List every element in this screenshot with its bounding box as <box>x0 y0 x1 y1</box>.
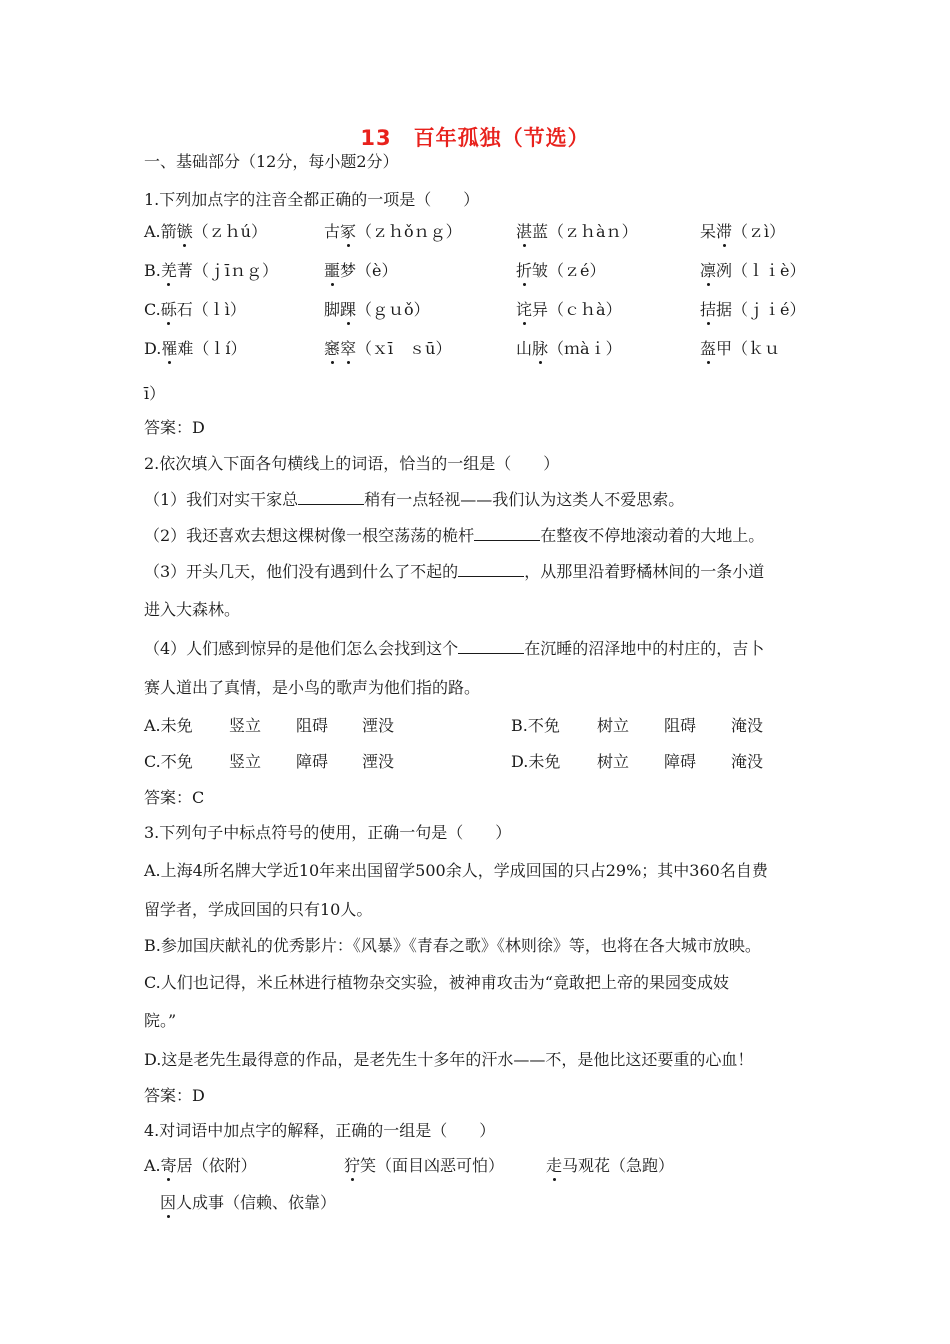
dotted-character: 脉 <box>532 339 549 358</box>
question-1-option-item <box>516 261 606 281</box>
option-word: D.未免 <box>511 752 561 771</box>
word-text: 笑 <box>360 1156 377 1175</box>
option-word: 湮没 <box>362 752 395 771</box>
word-text: C. <box>144 300 161 319</box>
word-text: 冽 <box>716 261 733 280</box>
word-text: A. <box>144 1156 161 1175</box>
sentence-text: （3）开头几天，他们没有遇到什么了不起的 <box>144 562 459 581</box>
gloss-text: （急跑） <box>610 1156 675 1175</box>
question-1-option-item <box>324 300 430 320</box>
dotted-character: 走 <box>546 1156 563 1175</box>
word-text: 呆 <box>700 222 717 241</box>
pinyin-text: （ｃｈà） <box>548 300 622 319</box>
fill-blank <box>458 639 524 654</box>
pinyin-text: （ｇｕǒ） <box>356 300 430 319</box>
pinyin-text: （ｚｈú） <box>192 222 267 241</box>
option-word: 障碍 <box>664 752 697 771</box>
word-text: 梦 <box>340 261 357 280</box>
question-4-option-item <box>344 1156 504 1176</box>
pinyin-text: （ｌí） <box>193 339 247 358</box>
question-1-option-item <box>516 300 622 320</box>
question-1-option-item <box>324 339 451 359</box>
question-3-option-a: A.上海4所名牌大学近10年来出国留学500余人，学成回国的只占29%；其中360名自费 <box>144 861 768 880</box>
question-1-option-item <box>516 339 622 359</box>
word-text: 菁 <box>176 261 193 280</box>
option-word: C.不免 <box>144 752 193 771</box>
question-2-sentence-4 <box>144 639 764 659</box>
question-3-option-d: D.这是老先生最得意的作品，是老先生十多年的汗水——不，是他比这还要重的心血！ <box>144 1050 754 1069</box>
dotted-character: 罹 <box>161 339 178 358</box>
word-text: A. <box>144 222 161 241</box>
dotted-character: 冢 <box>340 222 357 241</box>
fill-blank <box>474 526 540 541</box>
pinyin-text: （ｍàｉ） <box>548 339 622 358</box>
pinyin-text: （ｚì） <box>732 222 786 241</box>
pinyin-text: （ｌｉè） <box>732 261 806 280</box>
dotted-character: 砾 <box>160 300 177 319</box>
question-1-option-item <box>144 339 247 359</box>
question-4-option-item <box>160 1193 336 1213</box>
option-word: 竖立 <box>229 716 262 735</box>
gloss-text: （信赖、依靠） <box>224 1193 337 1212</box>
pinyin-text: （ｌì） <box>192 300 246 319</box>
question-3-option-a-cont: 留学者，学成回国的只有10人。 <box>144 900 373 919</box>
dotted-character: 凛 <box>700 261 717 280</box>
question-1-option-item <box>324 222 462 242</box>
pinyin-text: （ｘī ｓū） <box>356 339 452 358</box>
dotted-character: 滞 <box>716 222 733 241</box>
dotted-character: 镞 <box>176 222 193 241</box>
pinyin-text: （ｚｈàｎ） <box>548 222 638 241</box>
question-1-option-item <box>144 222 267 242</box>
page-title: 13 百年孤独（节选） <box>360 126 590 150</box>
pinyin-text: （ｋｕ <box>732 339 781 358</box>
option-word: 树立 <box>597 716 630 735</box>
question-2-sentence-3-cont: 进入大森林。 <box>144 600 241 619</box>
word-text: 山 <box>516 339 533 358</box>
question-3-option-c-cont: 院。” <box>144 1011 177 1030</box>
question-4-stem: 4.对词语中加点字的解释，正确的一组是（ ） <box>144 1121 496 1140</box>
gloss-text: （依附） <box>192 1156 257 1175</box>
pinyin-text: （ｊīｎｇ） <box>192 261 278 280</box>
question-1-answer: 答案：D <box>144 418 205 437</box>
pinyin-text: （ｚｈǒｎｇ） <box>356 222 462 241</box>
option-word: 淹没 <box>731 716 764 735</box>
word-text: 石 <box>176 300 193 319</box>
word-text: 马观花 <box>562 1156 611 1175</box>
word-text: 人成事 <box>176 1193 225 1212</box>
pinyin-text: （è） <box>356 261 398 280</box>
dotted-character: 拮 <box>700 300 717 319</box>
dotted-character: 因 <box>160 1193 177 1212</box>
option-word: 阻碍 <box>296 716 329 735</box>
dotted-character: 踝 <box>340 300 357 319</box>
option-word: 竖立 <box>229 752 262 771</box>
question-1-option-wrap: ī） <box>144 384 166 403</box>
fill-blank <box>458 562 524 577</box>
question-2-answer: 答案：C <box>144 788 205 807</box>
dotted-character: 噩 <box>324 261 341 280</box>
question-4-option-item <box>546 1156 674 1176</box>
question-2-sentence-1 <box>144 490 684 510</box>
question-2-sentence-4-cont: 赛人道出了真情，是小鸟的歌声为他们指的路。 <box>144 678 481 697</box>
pinyin-text: （ｊｉé） <box>732 300 806 319</box>
dotted-character: 窸 <box>324 339 341 358</box>
word-text: 蓝 <box>532 222 549 241</box>
question-2-sentence-3 <box>144 562 764 582</box>
option-word: 阻碍 <box>664 716 697 735</box>
question-4-option-item <box>144 1156 257 1176</box>
option-word: 湮没 <box>362 716 395 735</box>
sentence-text: 稍有一点轻视——我们认为这类人不爱思索。 <box>364 490 685 509</box>
question-1-stem: 1.下列加点字的注音全都正确的一项是（ ） <box>144 190 480 209</box>
word-text: 异 <box>532 300 549 319</box>
section-heading: 一、基础部分（12分，每小题2分） <box>144 152 399 171</box>
sentence-text: 在沉睡的沼泽地中的村庄的，吉卜 <box>524 639 765 658</box>
sentence-text: ，从那里沿着野橘林间的一条小道 <box>524 562 765 581</box>
dotted-character: 羌 <box>160 261 177 280</box>
word-text: 古 <box>324 222 341 241</box>
question-1-option-item <box>144 261 278 281</box>
option-word: B.不免 <box>511 716 560 735</box>
sentence-text: 在整夜不停地滚动着的大地上。 <box>540 526 765 545</box>
question-3-option-b: B.参加国庆献礼的优秀影片：《风暴》《青春之歌》《林则徐》等，也将在各大城市放映。 <box>144 936 761 955</box>
dotted-character: 折 <box>516 261 533 280</box>
gloss-text: （面目凶恶可怕） <box>376 1156 505 1175</box>
question-3-answer: 答案：D <box>144 1086 205 1105</box>
word-text: 据 <box>716 300 733 319</box>
pinyin-text: （ｚé） <box>548 261 606 280</box>
sentence-text: （2）我还喜欢去想这棵树像一根空荡荡的桅杆 <box>144 526 475 545</box>
question-1-option-item <box>700 300 806 320</box>
question-2-sentence-2 <box>144 526 764 546</box>
dotted-character: 盔 <box>700 339 717 358</box>
question-1-option-item <box>324 261 398 281</box>
question-1-option-item <box>700 261 806 281</box>
word-text: 居 <box>176 1156 193 1175</box>
question-1-option-item <box>516 222 638 242</box>
dotted-character: 窣 <box>340 339 357 358</box>
word-text: 脚 <box>324 300 341 319</box>
word-text: 皱 <box>532 261 549 280</box>
dotted-character: 寄 <box>160 1156 177 1175</box>
dotted-character: 湛 <box>516 222 533 241</box>
question-1-option-item <box>144 300 246 320</box>
word-text: 箭 <box>160 222 177 241</box>
question-1-option-item <box>700 222 785 242</box>
option-word: 树立 <box>597 752 630 771</box>
question-2-stem: 2.依次填入下面各句横线上的词语，恰当的一组是（ ） <box>144 454 560 473</box>
word-text: 难 <box>177 339 194 358</box>
option-word: A.未免 <box>144 716 193 735</box>
question-3-stem: 3.下列句子中标点符号的使用，正确一句是（ ） <box>144 823 512 842</box>
sentence-text: （4）人们感到惊异的是他们怎么会找到这个 <box>144 639 459 658</box>
dotted-character: 狞 <box>344 1156 361 1175</box>
fill-blank <box>298 490 364 505</box>
word-text: D. <box>144 339 162 358</box>
word-text: B. <box>144 261 161 280</box>
sentence-text: （1）我们对实干家总 <box>144 490 299 509</box>
word-text: 甲 <box>716 339 733 358</box>
question-3-option-c: C.人们也记得，米丘林进行植物杂交实验，被神甫攻击为“竟敢把上帝的果园变成妓 <box>144 973 729 992</box>
dotted-character: 诧 <box>516 300 533 319</box>
option-word: 障碍 <box>296 752 329 771</box>
question-1-option-item <box>700 339 780 359</box>
option-word: 淹没 <box>731 752 764 771</box>
